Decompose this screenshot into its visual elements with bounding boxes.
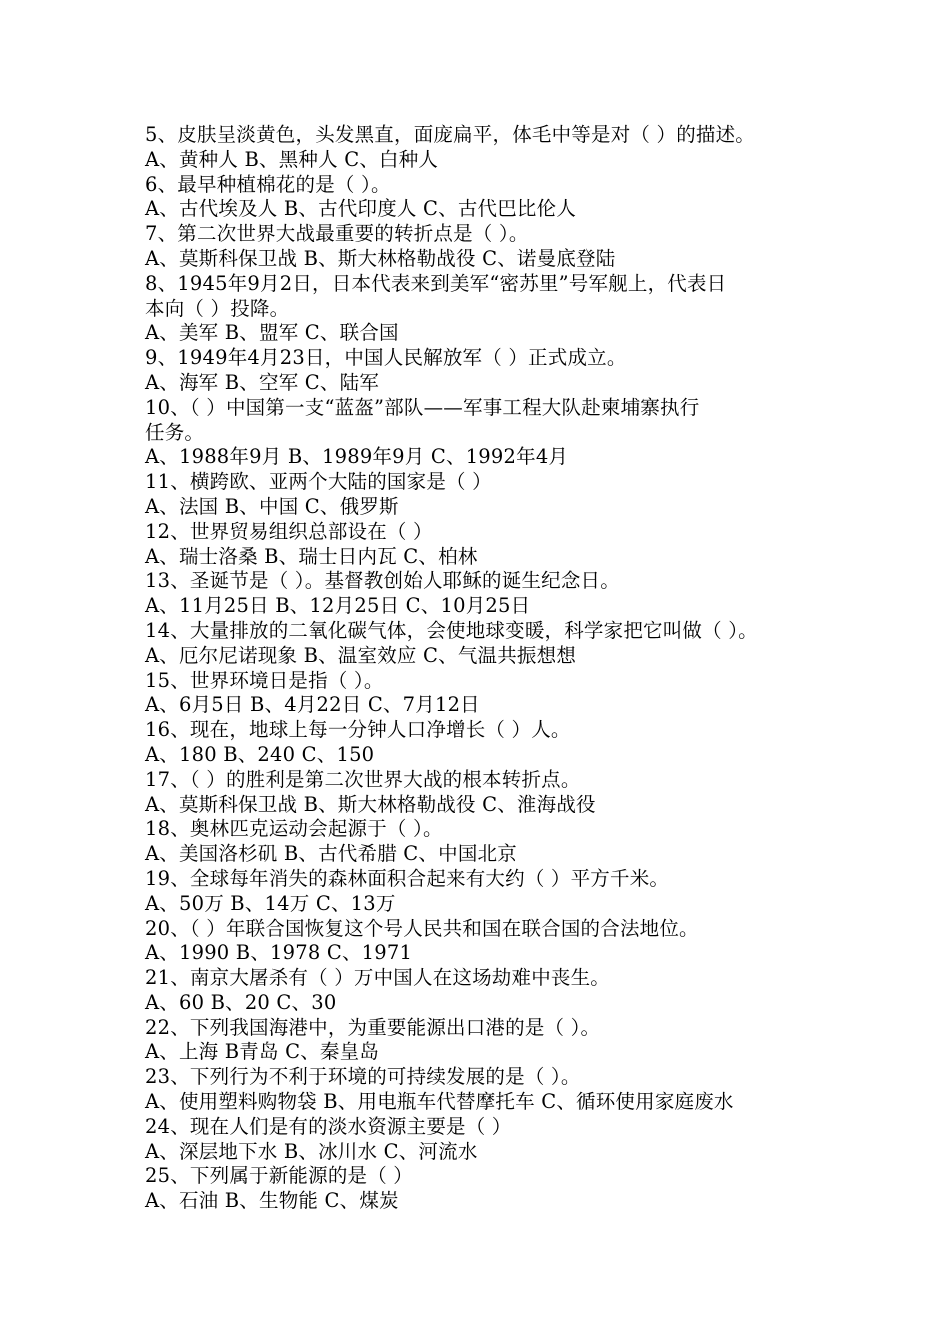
question-13: 13、圣诞节是（ ）。基督教创始人耶稣的诞生纪念日。 [145, 569, 620, 593]
options-8: A、美军 B、盟军 C、联合国 [145, 321, 399, 345]
options-22: A、上海 B青岛 C、秦皇岛 [145, 1040, 380, 1064]
options-5: A、黄种人 B、黑种人 C、白种人 [145, 147, 439, 171]
question-17: 17、（ ）的胜利是第二次世界大战的根本转折点。 [145, 767, 581, 791]
options-20: A、1990 B、1978 C、1971 [145, 941, 413, 965]
options-25: A、石油 B、生物能 C、煤炭 [145, 1189, 399, 1213]
options-7: A、莫斯科保卫战 B、斯大林格勒战役 C、诺曼底登陆 [145, 246, 616, 270]
question-15: 15、世界环境日是指（ ）。 [145, 668, 384, 692]
options-13: A、11月25日 B、12月25日 C、10月25日 [145, 594, 531, 618]
question-23: 23、下列行为不利于环境的可持续发展的是（ ）。 [145, 1065, 581, 1089]
options-21: A、60 B、20 C、30 [145, 990, 337, 1014]
question-list [145, 123, 825, 1214]
question-20: 20、（ ）年联合国恢复这个号人民共和国在联合国的合法地位。 [145, 916, 699, 940]
options-12: A、瑞士洛桑 B、瑞士日内瓦 C、柏林 [145, 544, 478, 568]
options-14: A、厄尔尼诺现象 B、温室效应 C、气温共振想想 [145, 643, 577, 667]
question-11: 11、横跨欧、亚两个大陆的国家是（ ） [145, 470, 492, 494]
options-10: A、1988年9月 B、1989年9月 C、1992年4月 [145, 445, 569, 469]
options-16: A、180 B、240 C、150 [145, 742, 375, 766]
question-16: 16、现在，地球上每一分钟人口净增长（ ）人。 [145, 718, 571, 742]
options-15: A、6月5日 B、4月22日 C、7月12日 [145, 693, 480, 717]
question-8-line-1: 8、1945年9月2日，日本代表来到美军“密苏里”号军舰上，代表日 [145, 271, 727, 295]
question-7: 7、第二次世界大战最重要的转折点是（ ）。 [145, 222, 529, 246]
question-9: 9、1949年4月23日，中国人民解放军（ ）正式成立。 [145, 346, 627, 370]
question-6: 6、最早种植棉花的是（ ）。 [145, 172, 391, 196]
question-18: 18、奥林匹克运动会起源于（ ）。 [145, 817, 443, 841]
options-24: A、深层地下水 B、冰川水 C、河流水 [145, 1139, 478, 1163]
question-22: 22、下列我国海港中，为重要能源出口港的是（ ）。 [145, 1015, 601, 1039]
options-9: A、海军 B、空军 C、陆军 [145, 370, 380, 394]
question-10-line-2: 任务。 [145, 420, 205, 444]
options-23: A、使用塑料购物袋 B、用电瓶车代替摩托车 C、循环使用家庭废水 [145, 1090, 734, 1114]
question-21: 21、南京大屠杀有（ ）万中国人在这场劫难中丧生。 [145, 966, 611, 990]
options-11: A、法国 B、中国 C、俄罗斯 [145, 494, 399, 518]
options-6: A、古代埃及人 B、古代印度人 C、古代巴比伦人 [145, 197, 577, 221]
question-12: 12、世界贸易组织总部设在（ ） [145, 519, 433, 543]
options-19: A、50万 B、14万 C、13万 [145, 891, 396, 915]
question-19: 19、全球每年消失的森林面积合起来有大约（ ）平方千米。 [145, 866, 670, 890]
question-10-line-1: 10、（ ）中国第一支“蓝盔”部队——军事工程大队赴柬埔寨执行 [145, 395, 700, 419]
question-24: 24、现在人们是有的淡水资源主要是（ ） [145, 1114, 512, 1138]
options-17: A、莫斯科保卫战 B、斯大林格勒战役 C、淮海战役 [145, 792, 596, 816]
question-8-line-2: 本向（ ）投降。 [145, 296, 290, 320]
question-25: 25、下列属于新能源的是（ ） [145, 1164, 414, 1188]
question-14: 14、大量排放的二氧化碳气体，会使地球变暖，科学家把它叫做（ ）。 [145, 618, 758, 642]
options-18: A、美国洛杉矶 B、古代希腊 C、中国北京 [145, 842, 517, 866]
question-5: 5、皮肤呈淡黄色，头发黑直，面庞扁平，体毛中等是对（ ）的描述。 [145, 123, 756, 146]
